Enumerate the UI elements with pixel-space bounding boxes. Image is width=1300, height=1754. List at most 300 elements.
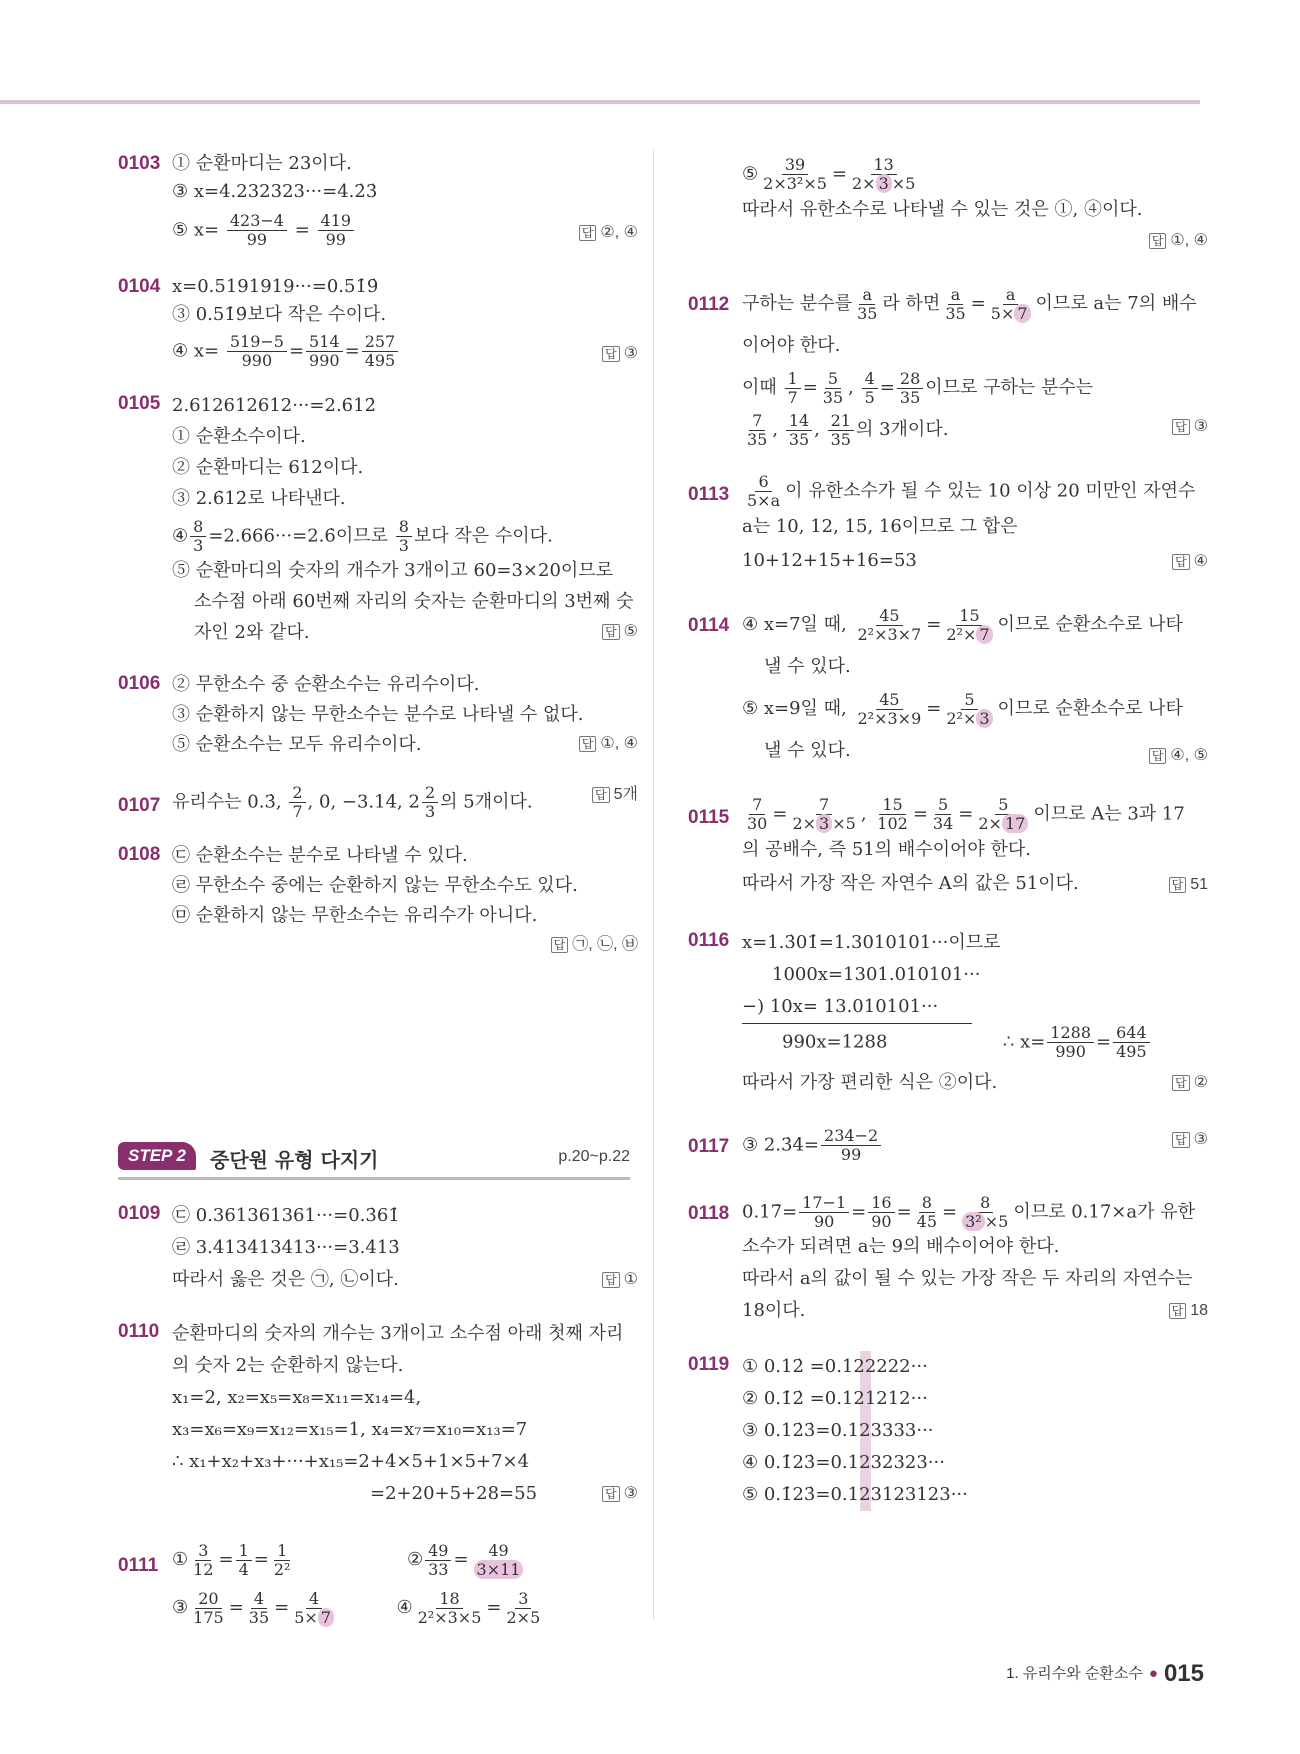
solution-line: −) 10x= 13.010101··· — [742, 991, 972, 1024]
text: 2²× — [946, 624, 977, 644]
answer-label: 답 — [1169, 877, 1187, 893]
text: 의 5개이다. — [440, 791, 533, 813]
numerator: 45 — [876, 607, 902, 626]
fraction — [789, 796, 858, 833]
denominator: 990 — [241, 351, 273, 370]
answer-label: 답 — [579, 736, 597, 752]
solution-line: 의 공배수, 즉 51의 배수이어야 한다. — [742, 839, 1031, 860]
answer-value: ② — [1193, 1074, 1208, 1091]
solution-line: ⑤ $\frac{39}{\text{2×3²×5}}$ = $\frac{13}{2\times 3 \times 5}$ — [742, 156, 1208, 193]
numerator: 419 — [318, 212, 355, 231]
solution-line — [742, 1127, 1208, 1164]
answer — [602, 1266, 638, 1294]
fraction — [471, 1542, 527, 1579]
numerator: 28 — [897, 370, 923, 389]
answer — [1172, 548, 1208, 576]
fraction — [306, 333, 343, 370]
numerator: 7 — [749, 412, 765, 431]
answer-value: ③ — [623, 1485, 638, 1502]
denominator: 45 — [916, 1212, 938, 1231]
problem-number: 0112 — [688, 294, 730, 315]
answer-value: 18 — [1190, 1302, 1208, 1319]
numerator: 20 — [195, 1590, 221, 1609]
numerator: 15 — [879, 796, 905, 815]
numerator: 7 — [816, 796, 832, 815]
solution-line: ③ x=4.232323···=4.2̇3̇ — [172, 181, 378, 202]
answer-label: 답 — [602, 624, 620, 640]
fraction — [821, 1127, 881, 1164]
denominator: 175 — [193, 1607, 224, 1627]
problem-number: 0118 — [688, 1203, 730, 1224]
numerator: 13 — [871, 156, 897, 175]
numerator: a — [859, 286, 875, 305]
fraction — [744, 412, 770, 449]
text: ×5 — [891, 174, 916, 193]
step-title: 중단원 유형 다지기 — [210, 1148, 379, 1172]
problem-0105 — [118, 390, 638, 648]
solution-line: ③ $\frac{20}{175}$ = $\frac{4}{35}$ = $\frac{4}{5\times 7}$ ④ $\frac{18}{\text{2²×3×5}}$ = $\frac{3}{2\times 5}$ — [172, 1584, 638, 1632]
text: 5× — [990, 303, 1015, 323]
solution-line: ③ 0.12̇3̇=0.123333··· — [742, 1420, 934, 1441]
text: ×5 — [984, 1212, 1009, 1231]
solution-line: =2+20+5+28=55 — [370, 1483, 538, 1504]
solution-line: ⑤ 순환소수는 모두 유리수이다. — [172, 734, 422, 755]
fraction — [799, 1194, 849, 1231]
solution-line: 따라서 옳은 것은 ㉠, ㉡이다. — [172, 1269, 399, 1290]
numerator: 49 — [425, 1542, 451, 1561]
solution-line: 낼 수 있다. — [764, 656, 851, 677]
solution-line: ④ 0.1̇23̇=0.1232323··· — [742, 1452, 945, 1473]
solution-line: $\frac{7}{30}$ = $\frac{7}{2\times 3 \times 5}$ , $\frac{15}{102}$ = $\frac{5}{34}$ = $\frac{5}{2\times 17}$ 이므로 A는 3과 17 — [742, 796, 1208, 833]
highlight: 17 — [1002, 814, 1028, 833]
solution-line — [172, 784, 638, 821]
problem-number: 0116 — [688, 930, 730, 951]
numerator: a — [948, 286, 964, 305]
fraction — [291, 1590, 337, 1627]
solution-line: 소수점 아래 60번째 자리의 숫자는 순환마디의 3번째 숫 — [194, 591, 634, 612]
denominator: 2² — [273, 1559, 291, 1579]
text: =2.666···=2.6̇이므로 — [208, 525, 388, 547]
fraction — [855, 691, 925, 728]
problem-number: 0113 — [688, 484, 730, 505]
problem-number: 0107 — [118, 795, 161, 816]
solution-line: ㉣ 3.413413413···=3.4̇13̇ — [172, 1237, 400, 1258]
fraction — [190, 518, 206, 555]
fraction — [785, 370, 801, 407]
text: 이때 — [742, 377, 777, 398]
text: = — [294, 219, 310, 241]
problem-number: 0119 — [688, 1354, 730, 1375]
numerator: 39 — [782, 156, 808, 175]
fraction — [862, 370, 878, 407]
fraction — [227, 333, 287, 370]
denominator: 12 — [193, 1559, 214, 1579]
answer-label: 답 — [602, 346, 620, 362]
numerator: 5 — [935, 796, 951, 815]
numerator: 514 — [306, 333, 343, 352]
numerator: 6 — [755, 473, 771, 492]
solution-line: 구하는 분수를 $\frac{a}{35}$ 라 하면 $\frac{a}{35}$ = $\frac{a}{5\times 7}$ 이므로 a는 7의 배수 — [742, 284, 1197, 323]
problem-number: 0117 — [688, 1136, 730, 1157]
numerator: 2 — [289, 784, 305, 803]
text: 2²× — [946, 708, 977, 728]
text: 이므로 0.17̇×a가 유한 — [1013, 1201, 1195, 1223]
denominator: 35 — [822, 387, 844, 407]
denominator: 2²×3×5 — [417, 1607, 482, 1627]
problem-number: 0115 — [688, 807, 730, 828]
answer-value: ③ — [623, 345, 638, 362]
answer-label: 답 — [1172, 554, 1190, 570]
denominator — [943, 626, 995, 644]
solution-line — [742, 473, 1208, 510]
text: 2× — [852, 174, 876, 193]
problem-0106 — [118, 670, 638, 760]
numerator: 5 — [961, 691, 977, 710]
problem-0117 — [688, 1127, 1208, 1164]
numerator: 644 — [1113, 1024, 1150, 1043]
denominator — [789, 815, 858, 833]
fraction — [820, 370, 846, 407]
fraction — [503, 1590, 543, 1627]
fraction — [874, 796, 911, 833]
problem-number: 0109 — [118, 1203, 161, 1224]
answer-label: 답 — [592, 787, 610, 803]
problem-0109 — [118, 1200, 638, 1296]
denominator: 35 — [248, 1607, 270, 1627]
text: ⑤ x=9일 때, — [742, 698, 847, 719]
solution-line: x₃=x₆=x₉=x₁₂=x₁₅=1, x₄=x₇=x₁₀=x₁₃=7 — [172, 1419, 528, 1440]
numerator: 4 — [251, 1590, 267, 1609]
answer — [579, 730, 638, 758]
text: 구하는 분수를 — [742, 293, 853, 314]
answer-label: 답 — [1172, 419, 1190, 435]
problem-0118 — [688, 1194, 1208, 1327]
denominator — [988, 305, 1034, 323]
denominator: 35 — [899, 387, 921, 407]
fraction — [190, 1542, 216, 1579]
solution-line: 자인 2와 같다. — [194, 622, 310, 643]
solution-line: 따라서 가장 편리한 식은 ②이다. — [742, 1072, 998, 1093]
fraction — [914, 1194, 940, 1231]
denominator — [975, 815, 1031, 833]
solution-line: ① 0.12̇ =0.122222··· — [742, 1356, 928, 1377]
numerator: 1288 — [1047, 1024, 1094, 1043]
answer — [579, 219, 638, 247]
fraction — [190, 1590, 227, 1627]
text: 990x=1288 — [782, 1031, 888, 1053]
answer-label: 답 — [1149, 233, 1167, 249]
denominator: 2²×3×9 — [857, 708, 922, 728]
solution-line: 990x=1288 ∴ x= $\frac{1288}{990}$ = $\frac{644}{495}$ — [742, 1024, 1208, 1061]
fraction — [396, 518, 412, 555]
fraction — [786, 412, 812, 449]
denominator: 3 — [193, 536, 204, 555]
solution-line: ∴ x₁+x₂+x₃+···+x₁₅=2+4×5+1×5+7×4 — [172, 1451, 530, 1472]
solution-line: ㉢ 0.361361361···=0.3̇61̇ — [172, 1205, 400, 1226]
numerator: 257 — [362, 333, 399, 352]
fraction — [988, 286, 1034, 323]
numerator: 8 — [190, 518, 206, 537]
problem-number: 0103 — [118, 153, 161, 174]
solution-line: ② 0.1̇2̇ =0.121212··· — [742, 1388, 928, 1409]
solution-line: 소수가 되려면 a는 9의 배수이어야 한다. — [742, 1236, 1060, 1257]
solution-line: x₁=2, x₂=x₅=x₈=x₁₁=x₁₄=4, — [172, 1387, 422, 1408]
numerator: 18 — [436, 1590, 462, 1609]
numerator: 7 — [749, 796, 765, 815]
text: 0.17̇= — [742, 1201, 798, 1223]
answer-value: 5개 — [613, 786, 638, 803]
denominator — [849, 175, 918, 193]
denominator: 7 — [787, 387, 798, 407]
text: ×5 — [832, 814, 856, 833]
answer — [1172, 413, 1208, 441]
solution-line: 따라서 가장 작은 자연수 A의 값은 51이다. — [742, 873, 1079, 894]
denominator: 90 — [871, 1212, 892, 1231]
solution-line: x=0.5191919···=0.51̇9̇ — [172, 276, 379, 297]
numerator: 8 — [396, 518, 412, 537]
item-mark: ① — [172, 1549, 189, 1570]
item-mark: ② — [406, 1549, 424, 1570]
denominator: 5×a — [747, 491, 781, 510]
answer-value: ① — [623, 1271, 638, 1288]
solution-line: 18이다. — [742, 1300, 806, 1321]
answer — [592, 781, 638, 809]
answer — [551, 931, 638, 959]
answer-value: ①, ④ — [1170, 232, 1208, 249]
text: 유리수는 0.3̇, — [172, 791, 282, 813]
solution-line: a는 10, 12, 15, 16이므로 그 합은 — [742, 516, 1018, 537]
denominator: 2×5 — [506, 1607, 541, 1627]
fraction — [854, 286, 880, 323]
answer-label: 답 — [579, 225, 597, 241]
solution-line: 10+12+15+16=53 — [742, 550, 917, 571]
problem-0108 — [118, 841, 638, 961]
answer-value: ③ — [1193, 1131, 1208, 1148]
numerator: 45 — [876, 691, 902, 710]
denominator — [943, 710, 995, 728]
numerator: 1 — [236, 1542, 252, 1561]
numerator: 5 — [825, 370, 841, 389]
problem-0107 — [118, 784, 638, 821]
solution-line: ③ 순환하지 않는 무한소수는 분수로 나타낼 수 없다. — [172, 704, 584, 725]
step-badge: STEP 2 — [118, 1142, 196, 1170]
highlight: 3 — [976, 709, 992, 728]
solution-line — [172, 212, 638, 249]
denominator: 35 — [857, 303, 878, 323]
problem-0104 — [118, 273, 638, 370]
solution-line: ② 무한소수 중 순환소수는 유리수이다. — [172, 674, 480, 695]
numerator: 14 — [786, 412, 812, 431]
highlight: 7 — [1014, 304, 1030, 323]
problem-number: 0105 — [118, 393, 161, 414]
solution-line — [172, 518, 638, 555]
answer-value: ④, ⑤ — [1170, 747, 1208, 764]
denominator: 99 — [840, 1145, 862, 1164]
fraction — [362, 333, 399, 370]
fraction — [942, 286, 968, 323]
highlight: 3×11 — [474, 1560, 524, 1579]
solution-line: 0.17̇= $\frac{17-1}{90}$ = $\frac{16}{90}$ = $\frac{8}{45}$ = $\frac{8}{\text{3² ×5}}$ 이므로 0.17̇×a가 유한 — [742, 1193, 1195, 1231]
denominator: 990 — [309, 351, 340, 370]
answer-value: ①, ④ — [600, 735, 638, 752]
text: 이므로 순환소수로 나타 — [997, 614, 1183, 635]
chapter-title: 1. 유리수와 순환소수 — [1006, 1664, 1143, 1682]
answer-value: 51 — [1190, 876, 1208, 893]
fraction — [422, 784, 438, 821]
answer — [1172, 1126, 1208, 1154]
text: 이므로 순환소수로 나타 — [997, 698, 1183, 719]
denominator: 990 — [1055, 1042, 1086, 1061]
fraction — [271, 1542, 294, 1579]
text: ③ 2.3̇4̇= — [742, 1134, 820, 1156]
solution-line: 이때 $\frac{1}{7}$ = $\frac{5}{35}$ , $\frac{4}{5}$ = $\frac{28}{35}$ 이므로 구하는 분수는 — [742, 368, 1094, 407]
solution-line: x=1.3̇01̇=1.3010101···이므로 — [742, 932, 1001, 953]
denominator: 2×3²×5 — [763, 174, 827, 193]
numerator: 4 — [862, 370, 878, 389]
solution-line: ③ 2.6̇12̇로 나타낸다. — [172, 488, 346, 509]
text: ⑤ x= — [172, 219, 220, 241]
problem-0111 — [118, 1536, 638, 1632]
text: 의 3개이다. — [855, 419, 949, 440]
fraction — [930, 796, 956, 833]
highlight: 7 — [318, 1608, 334, 1627]
numerator: 234−2 — [821, 1127, 881, 1146]
numerator: 1 — [785, 370, 801, 389]
fraction — [897, 370, 923, 407]
fraction — [318, 212, 355, 249]
answer-label: 답 — [1169, 1303, 1187, 1319]
fraction — [1113, 1024, 1150, 1061]
answer-label: 답 — [602, 1272, 620, 1288]
numerator: 21 — [828, 412, 854, 431]
step-pages: p.20~p.22 — [558, 1148, 630, 1165]
text: 이므로 구하는 분수는 — [925, 377, 1094, 398]
denominator — [471, 1561, 527, 1579]
highlight: 7 — [976, 625, 992, 644]
solution-line: ③ 0.51̇9̇보다 작은 수이다. — [172, 304, 387, 325]
fraction — [849, 156, 918, 193]
solution-line: 낼 수 있다. — [764, 740, 851, 761]
denominator: 35 — [830, 429, 851, 449]
answer — [1169, 871, 1208, 899]
text: 2× — [978, 814, 1002, 833]
text: ④ x= — [172, 340, 220, 362]
text: 2× — [792, 814, 817, 833]
problem-0114 — [688, 604, 1208, 772]
fraction — [1047, 1024, 1094, 1061]
left-column-step2 — [118, 1200, 638, 1652]
answer-value: ③ — [1193, 418, 1208, 435]
item-mark: ⑤ — [742, 163, 759, 185]
text: ∴ x= — [1002, 1031, 1046, 1053]
fraction — [943, 691, 995, 728]
numerator: 3 — [515, 1590, 531, 1609]
problem-number: 0111 — [118, 1555, 159, 1576]
page-number: 015 — [1163, 1660, 1204, 1687]
solution-line: 따라서 유한소수로 나타낼 수 있는 것은 ①, ④이다. — [742, 199, 1143, 220]
answer — [602, 1480, 638, 1508]
numerator: 49 — [485, 1542, 511, 1561]
answer-label: 답 — [1172, 1132, 1190, 1148]
solution-line: ④ x= $\frac{519-5}{990}$ = $\frac{514}{990}$ = $\frac{257}{495}$ — [172, 333, 638, 370]
denominator: 99 — [246, 230, 268, 249]
denominator: 495 — [1116, 1042, 1147, 1061]
item-mark: ④ — [396, 1597, 413, 1618]
denominator — [959, 1213, 1011, 1231]
fraction — [828, 412, 854, 449]
denominator: 2²×3×7 — [857, 624, 922, 644]
answer — [1149, 227, 1208, 255]
problem-0119 — [688, 1351, 1208, 1511]
problem-0116 — [688, 927, 1208, 1099]
fraction — [425, 1542, 451, 1579]
numerator: 3 — [195, 1542, 211, 1561]
problem-number: 0110 — [118, 1321, 160, 1342]
text: 이므로 A는 3과 17 — [1033, 803, 1185, 825]
problem-number: 0104 — [118, 276, 161, 297]
bullet-icon: ● — [1148, 1664, 1158, 1682]
fraction — [959, 1194, 1011, 1231]
answer-value: ⑤ — [623, 623, 638, 640]
solution-line: 따라서 a의 값이 될 수 있는 가장 작은 두 자리의 자연수는 — [742, 1268, 1193, 1289]
text: , 0, −3.14, 2 — [307, 791, 420, 813]
solution-line: 2.612612612···=2.6̇12̇ — [172, 395, 377, 416]
numerator: 1 — [274, 1542, 290, 1561]
solution-line: 의 숫자 2는 순환하지 않는다. — [172, 1355, 404, 1376]
step-header — [118, 1138, 630, 1180]
answer-value: ㉠, ㉡, ㉥ — [572, 936, 638, 953]
solution-line: 순환마디의 숫자의 개수는 3개이고 소수점 아래 첫째 자리 — [172, 1323, 624, 1344]
highlight: 3 — [816, 814, 832, 833]
denominator: 35 — [945, 303, 966, 323]
numerator: 423−4 — [227, 212, 287, 231]
text: ④ — [172, 525, 189, 547]
fraction — [868, 1194, 894, 1231]
numerator: 16 — [868, 1194, 894, 1213]
fraction — [227, 212, 287, 249]
numerator: 8 — [977, 1194, 993, 1213]
numerator: 17−1 — [799, 1194, 849, 1213]
highlight: 3² — [962, 1212, 985, 1231]
left-column — [118, 150, 638, 981]
header-rule — [0, 100, 1200, 104]
numerator: 15 — [956, 607, 982, 626]
denominator: 3 — [398, 536, 409, 555]
denominator: 90 — [813, 1212, 835, 1231]
problem-0115 — [688, 796, 1208, 901]
fraction — [289, 784, 305, 821]
solution-line: ① 순환마디는 23이다. — [172, 153, 352, 174]
solution-line: $\frac{7}{35}$ , $\frac{14}{35}$ , $\frac{21}{35}$ 의 3개이다. — [742, 409, 1208, 451]
numerator: 519−5 — [227, 333, 287, 352]
numerator: 8 — [919, 1194, 935, 1213]
numerator: 4 — [306, 1590, 322, 1609]
text: ④ x=7일 때, — [742, 614, 847, 635]
solution-line: 이어야 한다. — [742, 335, 841, 356]
denominator: 102 — [877, 814, 908, 833]
answer-value: ④ — [1193, 553, 1208, 570]
text: 이므로 a는 7의 배수 — [1035, 293, 1197, 314]
denominator: 7 — [292, 802, 303, 821]
column-divider — [653, 150, 654, 1620]
step-underline — [118, 1177, 630, 1180]
fraction — [744, 473, 783, 510]
denominator: 5 — [864, 387, 875, 407]
solution-line: ② 순환마디는 612이다. — [172, 457, 364, 478]
problem-0113 — [688, 473, 1208, 578]
denominator: 3 — [424, 802, 436, 821]
text: 라 하면 — [882, 293, 941, 314]
